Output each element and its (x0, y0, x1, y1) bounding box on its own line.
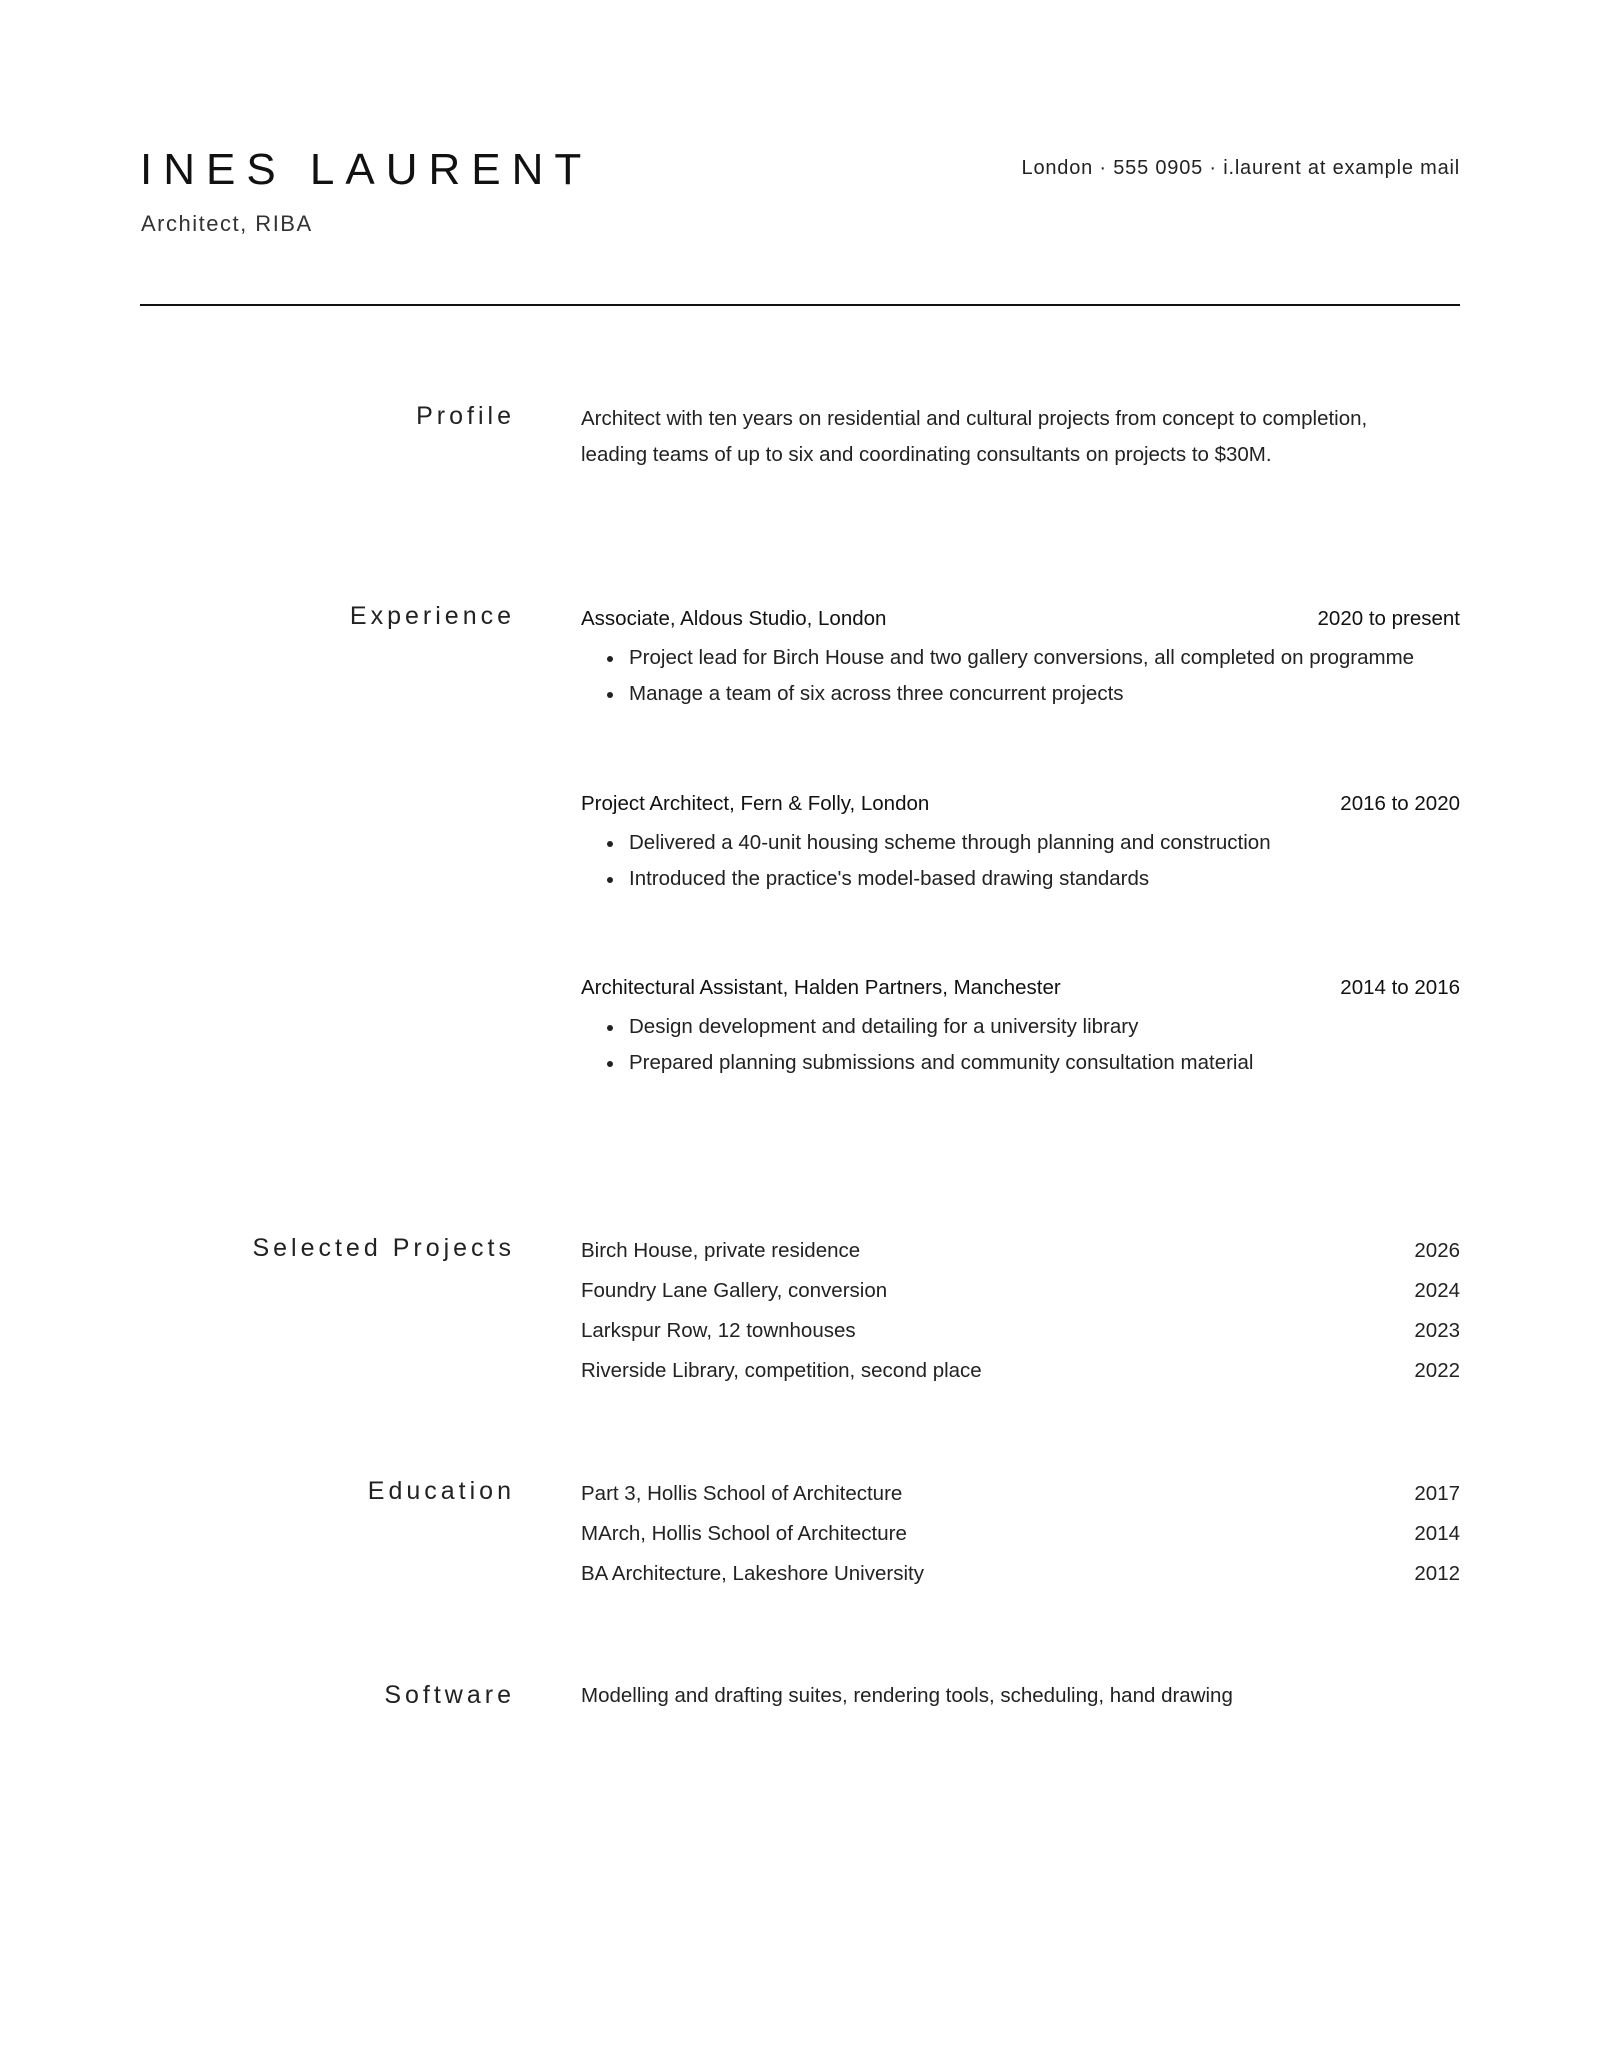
job-dates: 2016 to 2020 (1340, 792, 1460, 815)
software-text: Modelling and drafting suites, rendering tools, scheduling, hand drawing (581, 1684, 1233, 1707)
bullet-icon (607, 1025, 613, 1031)
list-item (607, 825, 1460, 861)
section-label-profile: Profile (416, 402, 515, 430)
project-year: 2024 (1414, 1279, 1460, 1302)
profile-content (581, 401, 1460, 473)
job-role: Architectural Assistant, Halden Partners, Manchester (581, 976, 1061, 999)
list-item (607, 676, 1460, 712)
job-header (581, 789, 1460, 819)
education-year: 2012 (1414, 1562, 1460, 1585)
job-role: Project Architect, Fern & Folly, London (581, 792, 930, 815)
bullet-text: Design development and detailing for a university library (629, 1015, 1139, 1038)
job-bullets (581, 640, 1460, 712)
list-item (581, 1474, 1460, 1514)
bullet-icon (607, 692, 613, 698)
job-dates: 2014 to 2016 (1340, 976, 1460, 999)
list-item (607, 1045, 1460, 1081)
profile-line: leading teams of up to six and coordinating consultants on projects to $30M. (581, 443, 1272, 466)
bullet-icon (607, 1061, 613, 1067)
candidate-name: INES LAURENT (140, 145, 593, 194)
education-name: BA Architecture, Lakeshore University (581, 1562, 924, 1585)
education-name: Part 3, Hollis School of Architecture (581, 1482, 903, 1505)
job-header (581, 973, 1460, 1003)
education-list (581, 1474, 1460, 1594)
bullet-text: Project lead for Birch House and two gallery conversions, all completed on programme (629, 646, 1415, 669)
project-year: 2022 (1414, 1359, 1460, 1382)
list-item (581, 1231, 1460, 1271)
header-divider (140, 304, 1460, 306)
project-year: 2023 (1414, 1319, 1460, 1342)
experience-entry (581, 973, 1460, 1081)
profile-line: Architect with ten years on residential and cultural projects from concept to completion, (581, 407, 1368, 430)
software-content (581, 1678, 1460, 1714)
job-role: Associate, Aldous Studio, London (581, 607, 887, 630)
bullet-text: Prepared planning submissions and community consultation material (629, 1051, 1254, 1074)
projects-list (581, 1231, 1460, 1391)
list-item (581, 1514, 1460, 1554)
job-header (581, 604, 1460, 634)
job-dates: 2020 to present (1317, 607, 1460, 630)
list-item (581, 1311, 1460, 1351)
job-bullets (581, 825, 1460, 897)
project-name: Larkspur Row, 12 townhouses (581, 1319, 856, 1342)
bullet-text: Manage a team of six across three concurrent projects (629, 682, 1124, 705)
list-item (581, 1554, 1460, 1594)
project-name: Foundry Lane Gallery, conversion (581, 1279, 888, 1302)
education-year: 2014 (1414, 1522, 1460, 1545)
list-item (607, 861, 1460, 897)
list-item (607, 640, 1460, 676)
bullet-icon (607, 656, 613, 662)
bullet-text: Delivered a 40-unit housing scheme through planning and construction (629, 831, 1271, 854)
section-label-projects: Selected Projects (252, 1234, 515, 1262)
section-label-software: Software (384, 1681, 515, 1709)
experience-entry (581, 789, 1460, 897)
bullet-icon (607, 841, 613, 847)
job-bullets (581, 1009, 1460, 1081)
list-item (581, 1351, 1460, 1391)
education-year: 2017 (1414, 1482, 1460, 1505)
bullet-text: Introduced the practice's model-based drawing standards (629, 867, 1150, 890)
education-name: MArch, Hollis School of Architecture (581, 1522, 907, 1545)
project-year: 2026 (1414, 1239, 1460, 1262)
list-item (581, 1271, 1460, 1311)
bullet-icon (607, 877, 613, 883)
experience-entry (581, 604, 1460, 712)
list-item (607, 1009, 1460, 1045)
project-name: Riverside Library, competition, second place (581, 1359, 982, 1382)
candidate-title: Architect, RIBA (141, 211, 313, 236)
contact-line: London · 555 0905 · i.laurent at example mail (1021, 157, 1460, 179)
section-label-experience: Experience (349, 602, 515, 630)
project-name: Birch House, private residence (581, 1239, 861, 1262)
section-label-education: Education (367, 1477, 515, 1505)
